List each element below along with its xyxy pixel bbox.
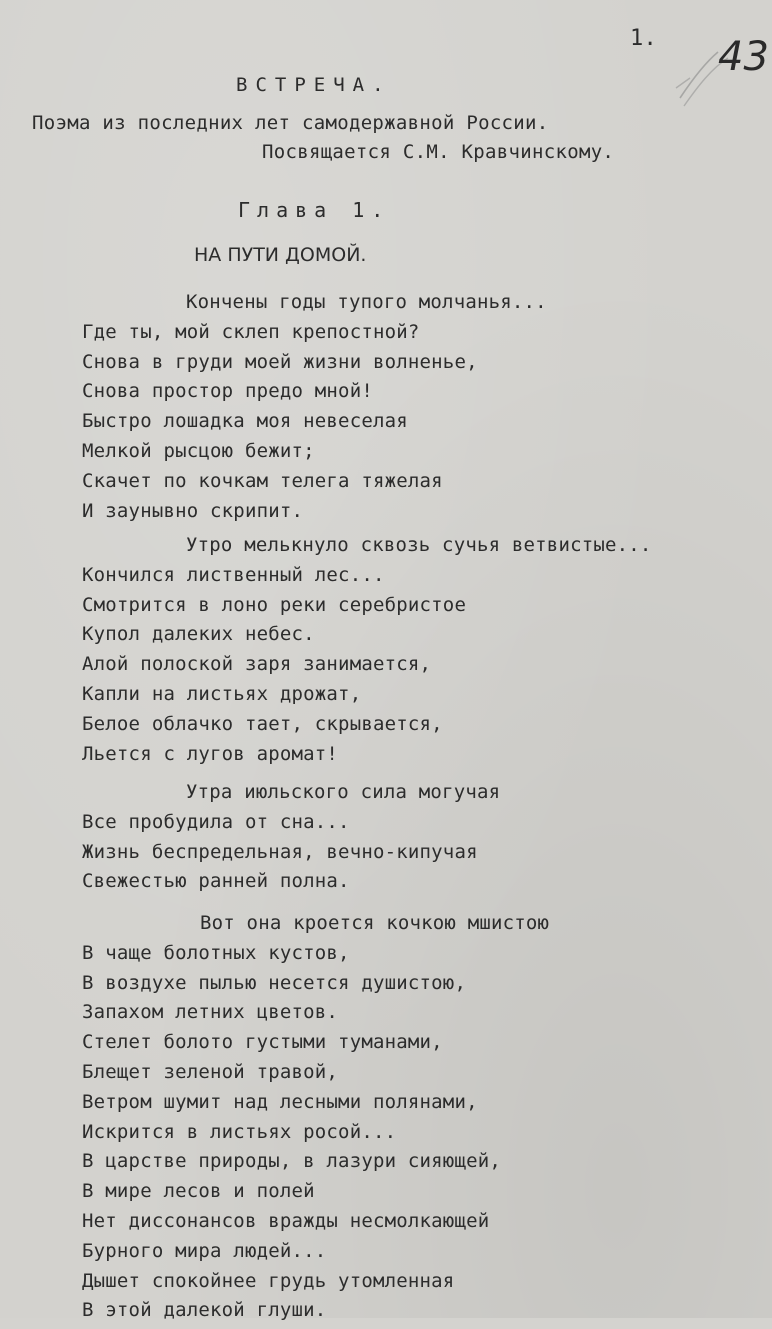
verse-line: Жизнь беспредельная, вечно-кипучая	[82, 840, 478, 863]
verse-line: Снова простор предо мной!	[82, 380, 373, 403]
poem-dedication: Посвящается С.М. Кравчинскому.	[262, 141, 615, 163]
verse-line: Все пробудила от сна...	[82, 810, 350, 833]
page-number: 1.	[630, 26, 658, 51]
verse-line: И заунывно скрипит.	[82, 499, 304, 522]
verse-line: Кончился лиственный лес...	[82, 563, 385, 586]
verse-line: Запахом летних цветов.	[82, 1001, 339, 1024]
verse-line: Стелет болото густыми туманами,	[82, 1031, 443, 1054]
stanza-3	[82, 781, 500, 900]
archive-number-text: 43	[718, 34, 769, 80]
verse-line: Быстро лошадка моя невеселая	[82, 410, 408, 433]
verse-line: Свежестью ранней полна.	[82, 870, 350, 893]
verse-line: Мелкой рысцою бежит;	[82, 439, 315, 462]
verse-line: Нет диссонансов вражды несмолкающей	[82, 1209, 490, 1232]
poem-title: ВСТРЕЧА.	[236, 74, 392, 96]
verse-line: Дышет спокойнее грудь утомленная	[82, 1269, 455, 1292]
verse-line: Где ты, мой склеп крепостной?	[82, 320, 420, 343]
poem-subtitle: Поэма из последних лет самодержавной России.	[32, 112, 549, 134]
verse-line: В этой далекой глуши.	[82, 1299, 327, 1322]
verse-line: Скачет по кочкам телега тяжелая	[82, 469, 443, 492]
archive-number-mark	[672, 22, 772, 112]
verse-line: Купол далеких небес.	[82, 623, 315, 646]
verse-line: Белое облачко тает, скрывается,	[82, 712, 443, 735]
verse-line: Снова в груди моей жизни волненье,	[82, 350, 478, 373]
verse-line: Алой полоской заря занимается,	[82, 653, 432, 676]
chapter-heading: Глава 1.	[238, 198, 391, 222]
verse-line: Блещет зеленой травой,	[82, 1060, 339, 1083]
verse-line: Кончены годы тупого молчанья...	[186, 291, 547, 313]
verse-line: Утра июльского сила могучая	[186, 781, 501, 803]
verse-line: В царстве природы, в лазури сияющей,	[82, 1150, 502, 1173]
verse-line: Смотрится в лоно реки серебристое	[82, 593, 467, 616]
verse-line: Искрится в листьях росой...	[82, 1120, 397, 1143]
verse-line: Вот она кроется кочкою мшистою	[200, 912, 550, 934]
stanza-4	[82, 912, 549, 1329]
verse-line: Утро мелькнуло сквозь сучья ветвистые...	[186, 534, 652, 556]
stanza-1	[82, 291, 547, 529]
verse-line: Льется с лугов аромат!	[82, 742, 339, 765]
stanza-2	[82, 534, 652, 772]
chapter-title: НА ПУТИ ДОМОЙ.	[194, 244, 367, 266]
verse-line: В мире лесов и полей	[82, 1180, 315, 1203]
verse-line: В чаще болотных кустов,	[82, 941, 350, 964]
verse-line: Капли на листьях дрожат,	[82, 682, 362, 705]
verse-line: Бурного мира людей...	[82, 1239, 327, 1262]
verse-line: Ветром шумит над лесными полянами,	[82, 1090, 478, 1113]
verse-line: В воздухе пылью несется душистою,	[82, 971, 467, 994]
